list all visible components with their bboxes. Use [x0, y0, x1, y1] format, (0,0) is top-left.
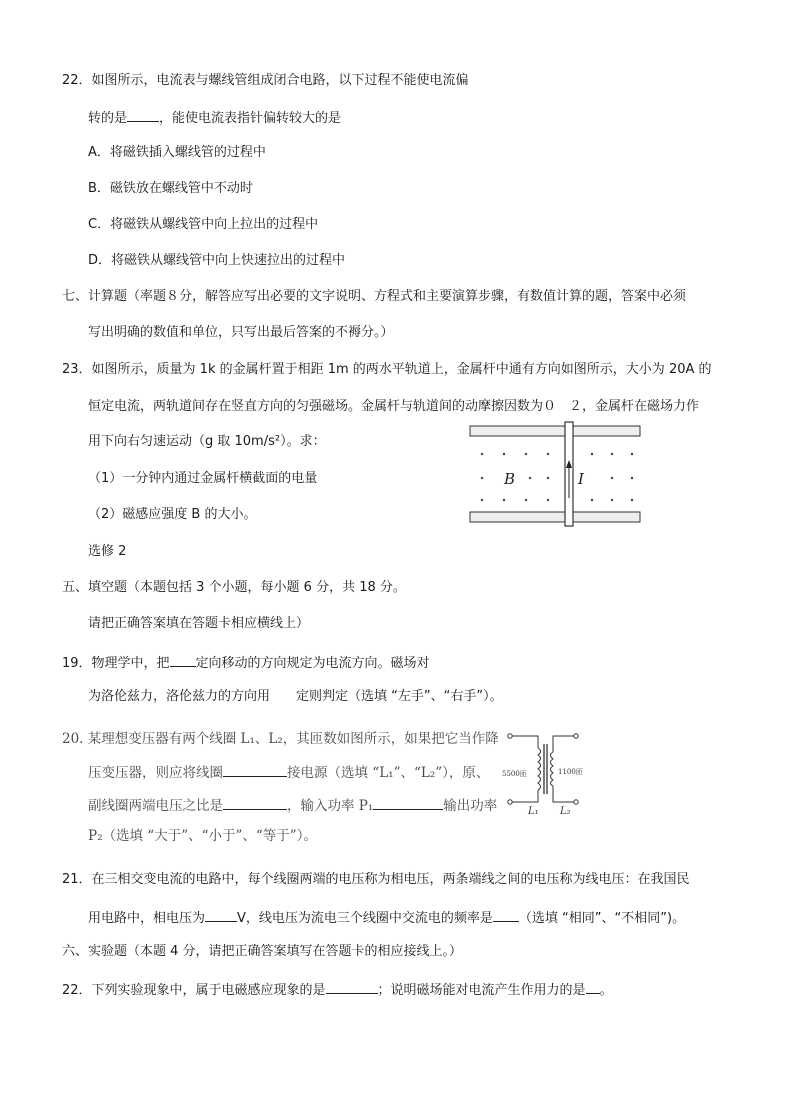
section7-heading-cont: 写出明确的数值和单位，只写出最后答案的不褥分。） [88, 325, 394, 340]
q20-blank-ratio[interactable] [223, 795, 287, 810]
q22b-blank-force[interactable] [586, 979, 600, 994]
q22b-line1 [62, 979, 613, 1000]
q21-line2-start: 用电路中，相电压为 [88, 911, 206, 926]
q19-line2: 为洛伦兹力，洛伦兹力的方向用 定则判定（选填 “左手”、“右手”）。 [88, 689, 503, 704]
q21-line2 [88, 907, 685, 928]
coil-l1-label: L₁ [528, 806, 539, 817]
q19-blank-1[interactable] [170, 652, 196, 667]
q20-blank-coil[interactable] [223, 762, 287, 777]
q23-rails-figure [468, 420, 642, 532]
secondary-turns-label: 1100匝 [558, 768, 583, 776]
q22a-stem-line1: 22．如图所示，电流表与螺线管组成闭合电路，以下过程不能使电流偏 [62, 73, 469, 88]
q22a-answer-blank[interactable] [127, 107, 159, 122]
q22a-stem-line2-start: 转的是 [88, 111, 128, 126]
coil-l2-label: L₂ [560, 806, 571, 817]
q20-line4: P₂（选填 “大于”、“小于”、“等于”）。 [88, 828, 317, 844]
q23-sub2: （2）磁感应强度 B 的大小。 [88, 507, 257, 522]
q19-line1 [62, 652, 430, 673]
q23-sub1: （1）一分钟内通过金属杆横截面的电量 [88, 471, 318, 486]
q20-line3 [88, 795, 497, 815]
q20-line2-start: 压变压器，则应将线圈 [88, 765, 223, 781]
q20-blank-power[interactable] [373, 795, 443, 810]
q21-line1: 21．在三相交变电流的电路中，每个线圈两端的电压称为相电压，两条端线之间的电压称为线电压：在我国民 [62, 872, 690, 887]
section5-heading: 五、填空题（本题包括 3 个小题，每小题 6 分，共 18 分。 [62, 580, 406, 595]
current-label-i: I [578, 470, 584, 488]
q22b-line1-mid: ；说明磁场能对电流产生作用力的是 [377, 983, 586, 998]
q22b-line1-start: 22．下列实验现象中，属于电磁感应现象的是 [62, 983, 326, 998]
q22b-blank-induction[interactable] [326, 979, 378, 994]
q20-line3-start: 副线圈两端电压之比是 [88, 798, 223, 814]
section7-heading: 七、计算题（率题８分，解答应写出必要的文字说明、方程式和主要演算步骤，有数值计算的题，答案中必须 [62, 289, 687, 304]
q19-line1-start: 19．物理学中，把 [62, 656, 170, 671]
q20-line2-end: 接电源（选填 “L₁”、“L₂”），原、 [287, 765, 490, 781]
q22a-option-c: C．将磁铁从螺线管中向上拉出的过程中 [88, 217, 319, 232]
q22a-stem-line2 [88, 107, 341, 128]
q23-stem-line3: 用下向右匀速运动（g 取 10m/s²）。求： [88, 434, 326, 449]
q21-blank-frequency[interactable] [493, 907, 519, 922]
q20-line2 [88, 762, 489, 782]
q23-stem-line1: 23．如图所示，质量为 1k 的金属杆置于相距 1m 的两水平轨道上，金属杆中通有方向如图所示，大小为 20A 的 [62, 362, 712, 377]
q20-transformer-figure [500, 728, 590, 818]
q21-line2-mid: V，线电压为流电三个线圈中交流电的频率是 [237, 911, 493, 926]
q20-line1: 20. 某理想变压器有两个线圈 L₁、L₂，其匝数如图所示，如果把它当作降 [62, 731, 499, 747]
top-rail [470, 426, 640, 436]
q22a-option-d: D．将磁铁从螺线管中向上快速拉出的过程中 [88, 253, 346, 268]
section6-heading: 六、实验题（本题 4 分，请把正确答案填写在答题卡的相应接线上。） [62, 944, 463, 959]
q19-line1-end: 定向移动的方向规定为电流方向。磁场对 [195, 656, 430, 671]
q20-line3-mid: ，输入功率 P₁ [287, 798, 374, 814]
q22a-option-a: A．将磁铁插入螺线管的过程中 [88, 145, 266, 160]
q23-stem-line2: 恒定电流，两轨道间存在竖直方向的匀强磁场。金属杆与轨道间的动摩擦因数为０ ２，金属杆在磁场力作 [88, 399, 700, 414]
field-label-b: B [504, 470, 516, 488]
section5-instruction: 请把正确答案填在答题卡相应横线上） [88, 616, 310, 631]
bottom-rail [470, 512, 640, 522]
primary-turns-label: 5500匝 [502, 770, 527, 778]
q22b-line1-end: 。 [599, 983, 613, 998]
q21-blank-voltage[interactable] [205, 907, 237, 922]
q22a-option-b: B．磁铁放在螺线管中不动时 [88, 181, 253, 196]
q20-line3-end: 输出功率 [443, 798, 498, 814]
q22a-stem-line2-end: ，能使电流表指针偏转较大的是 [159, 111, 342, 126]
elective-heading: 选修 2 [88, 544, 127, 559]
q21-line2-end: （选填 “相同”、“不相同”)。 [518, 911, 686, 926]
